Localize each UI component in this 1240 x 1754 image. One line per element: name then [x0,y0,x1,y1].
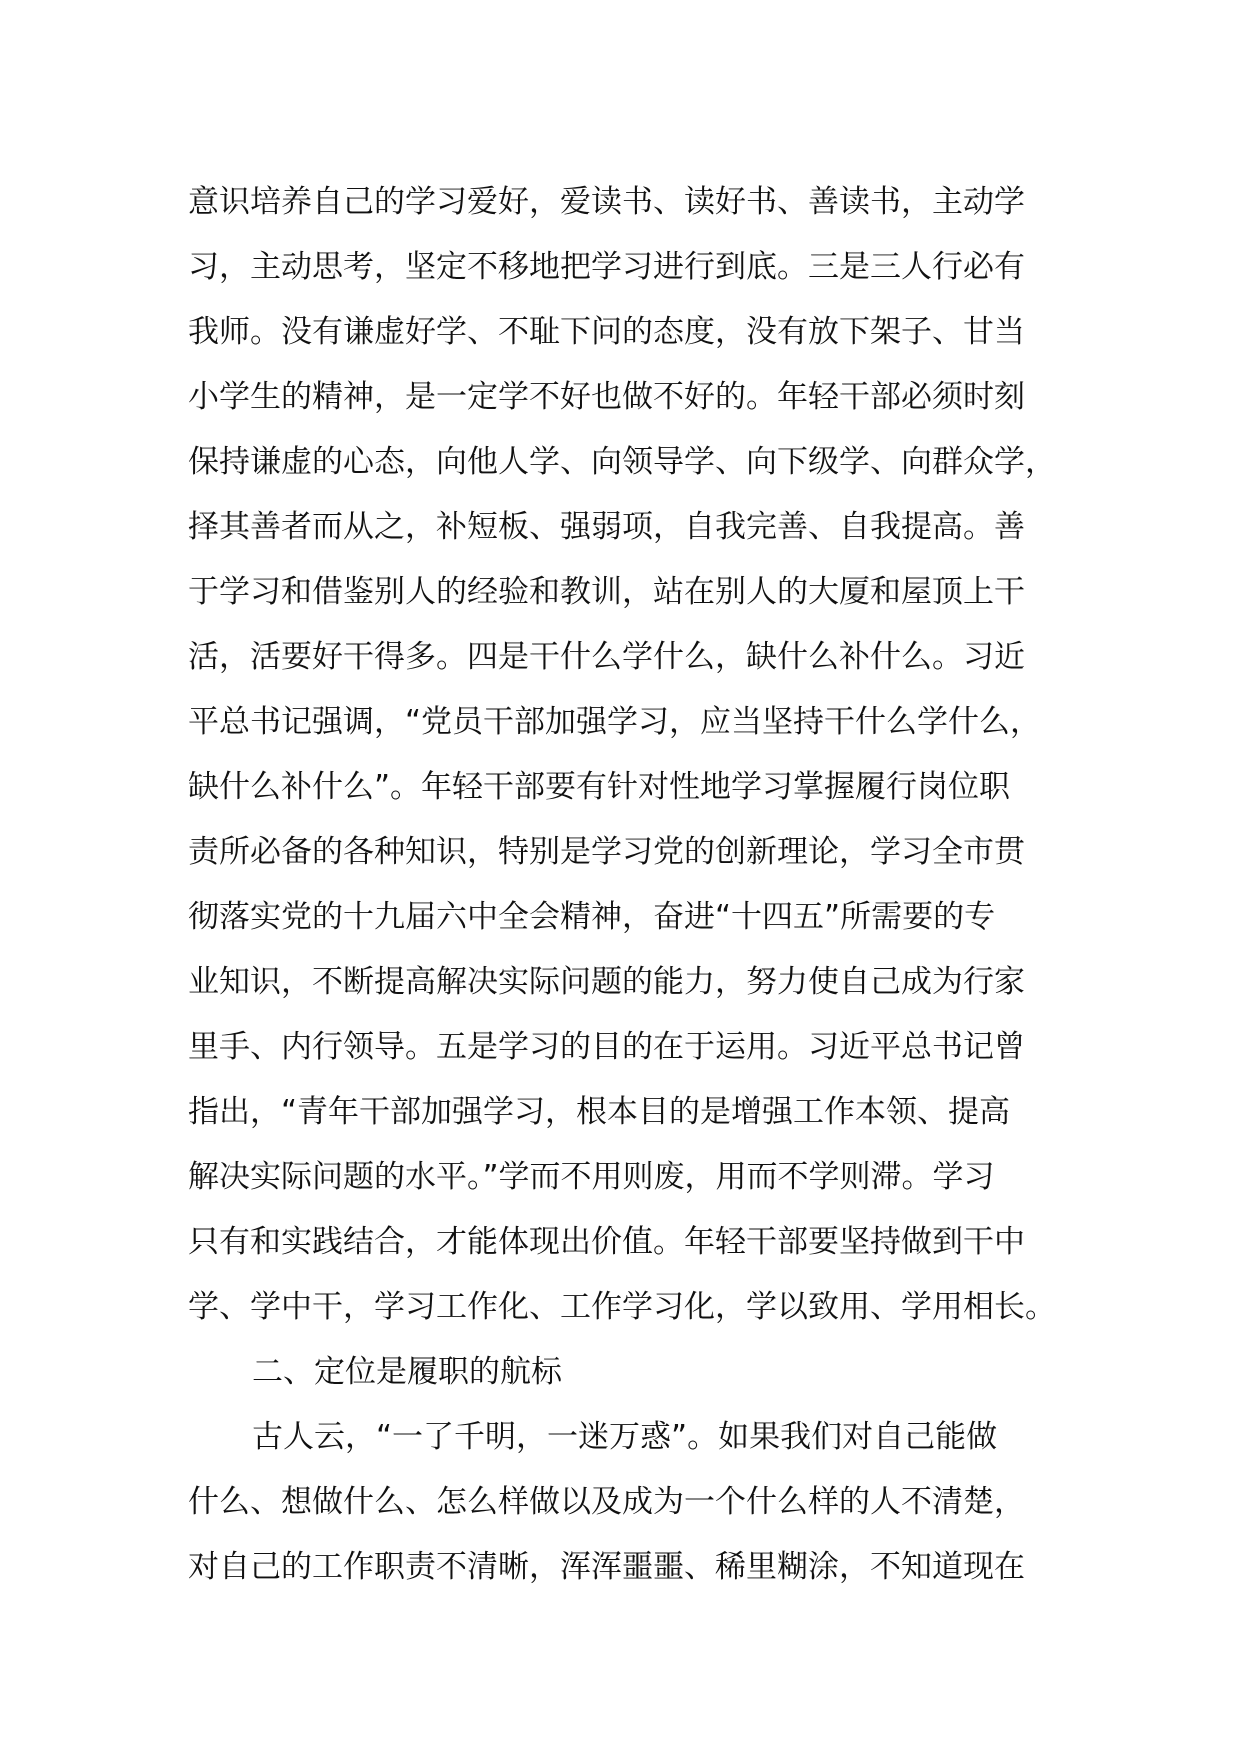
text-line: 只有和实践结合，才能体现出价值。年轻干部要坚持做到干中 [188,1224,1025,1260]
text-line: 古人云，“一了千明，一迷万惑”。如果我们对自己能做 [252,1419,998,1455]
text-line: 里手、内行领导。五是学习的目的在于运用。习近平总书记曾 [188,1029,1025,1065]
text-line: 意识培养自己的学习爱好，爱读书、读好书、善读书，主动学 [188,184,1025,220]
text-line: 于学习和借鉴别人的经验和教训，站在别人的大厦和屋顶上干 [188,574,1025,610]
text-line: 彻落实党的十九届六中全会精神，奋进“十四五”所需要的专 [188,899,996,935]
text-line: 对自己的工作职责不清晰，浑浑噩噩、稀里糊涂，不知道现在 [188,1549,1025,1585]
section-heading: 二、定位是履职的航标 [252,1354,562,1390]
text-line: 平总书记强调，“党员干部加强学习，应当坚持干什么学什么， [188,704,1042,740]
text-line: 缺什么补什么”。年轻干部要有针对性地学习掌握履行岗位职 [188,769,1011,805]
text-line: 业知识，不断提高解决实际问题的能力，努力使自己成为行家 [188,964,1025,1000]
text-line: 什么、想做什么、怎么样做以及成为一个什么样的人不清楚， [188,1484,1025,1520]
text-line: 择其善者而从之，补短板、强弱项，自我完善、自我提高。善 [188,509,1025,545]
text-line: 习，主动思考，坚定不移地把学习进行到底。三是三人行必有 [188,249,1025,285]
text-line: 小学生的精神，是一定学不好也做不好的。年轻干部必须时刻 [188,379,1025,415]
text-line: 指出，“青年干部加强学习，根本目的是增强工作本领、提高 [188,1094,1011,1130]
text-line: 保持谦虚的心态，向他人学、向领导学、向下级学、向群众学， [188,444,1056,480]
text-line: 解决实际问题的水平。”学而不用则废，用而不学则滞。学习 [188,1159,995,1195]
body-text [188,170,1068,1600]
text-line: 学、学中干，学习工作化、工作学习化，学以致用、学用相长。 [188,1289,1056,1325]
text-line: 责所必备的各种知识，特别是学习党的创新理论，学习全市贯 [188,834,1025,870]
text-line: 我师。没有谦虚好学、不耻下问的态度，没有放下架子、甘当 [188,314,1025,350]
text-line: 活，活要好干得多。四是干什么学什么，缺什么补什么。习近 [188,639,1025,675]
